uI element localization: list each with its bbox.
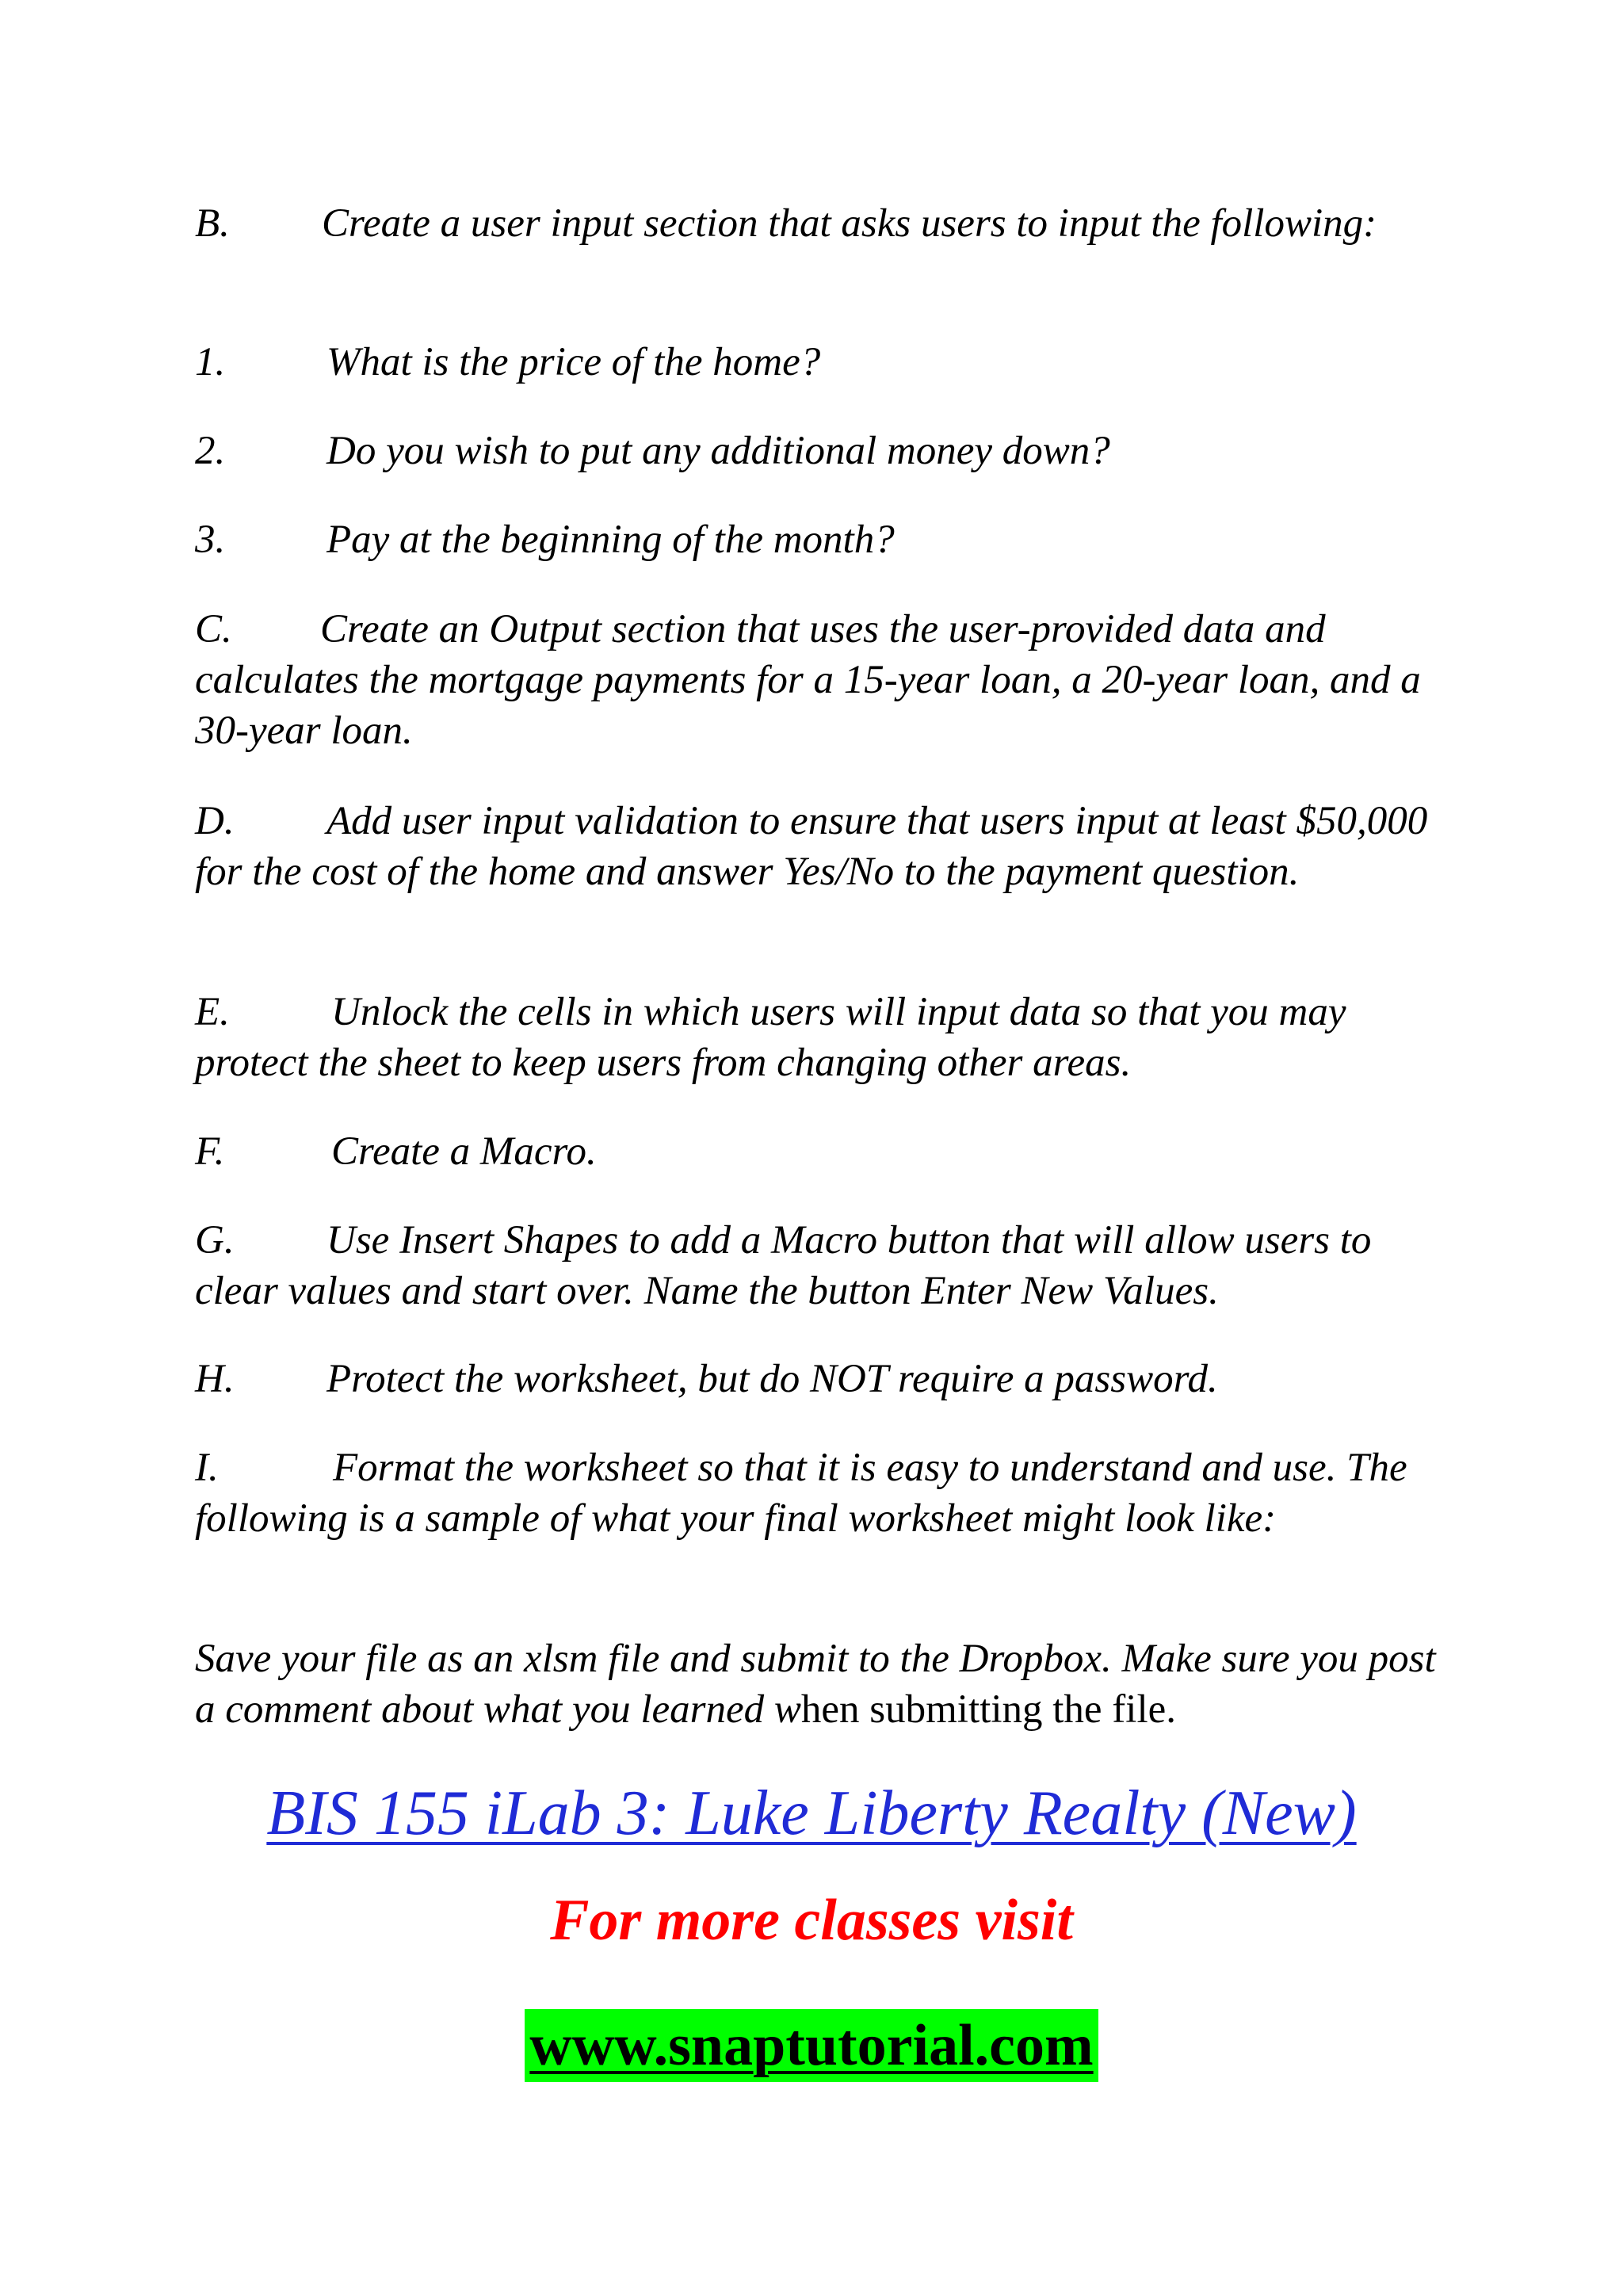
item-label: 1. bbox=[195, 340, 226, 384]
item-label: 3. bbox=[195, 518, 226, 562]
item-b bbox=[195, 198, 1463, 249]
item-label: E. bbox=[195, 990, 230, 1034]
item-label: H. bbox=[195, 1357, 235, 1401]
item-d bbox=[195, 796, 1463, 897]
course-link-title[interactable]: BIS 155 iLab 3: Luke Liberty Realty (New) bbox=[266, 1778, 1357, 1848]
item-text: Create a Macro. bbox=[331, 1129, 597, 1174]
item-label: F. bbox=[195, 1129, 225, 1174]
website-wrapper bbox=[0, 2009, 1623, 2082]
item-label: B. bbox=[195, 201, 230, 246]
item-label: I. bbox=[195, 1446, 219, 1490]
item-text: Use Insert Shapes to add a Macro button that will allow users to clear values and start over. Name the button Enter New Values. bbox=[195, 1218, 1372, 1313]
item-label: C. bbox=[195, 607, 232, 651]
item-text: Pay at the beginning of the month? bbox=[327, 518, 895, 562]
item-label: D. bbox=[195, 799, 235, 843]
item-text: Format the worksheet so that it is easy to understand and use. The following is a sample of what your final worksheet might look like: bbox=[195, 1446, 1407, 1541]
closing-italic-text: Save your file as an xlsm file and submit to the Dropbox. Make sure you post a comment about what you learned w bbox=[195, 1637, 1436, 1732]
item-label: G. bbox=[195, 1218, 235, 1263]
item-i bbox=[195, 1442, 1463, 1544]
website-link[interactable]: www.snaptutorial.com bbox=[525, 2009, 1098, 2082]
closing-paragraph bbox=[195, 1633, 1463, 1735]
item-text: Create an Output section that uses the user-provided data and calculates the mortgage payments for a 15-year loan, a 20-year loan, and a 30-year loan. bbox=[195, 607, 1421, 753]
item-e bbox=[195, 987, 1463, 1088]
closing-upright-text: hen submitting the file. bbox=[800, 1687, 1177, 1732]
item-3 bbox=[195, 514, 1463, 565]
item-1 bbox=[195, 337, 1463, 388]
item-text: Protect the worksheet, but do NOT require a password. bbox=[327, 1357, 1218, 1401]
item-text: What is the price of the home? bbox=[327, 340, 821, 384]
item-g bbox=[195, 1215, 1463, 1316]
item-text: Add user input validation to ensure that users input at least $50,000 for the cost of the home and answer Yes/No to the payment question. bbox=[195, 799, 1428, 894]
item-text: Create a user input section that asks users to input the following: bbox=[322, 201, 1377, 246]
item-label: 2. bbox=[195, 429, 226, 473]
item-c bbox=[195, 604, 1463, 756]
item-text: Do you wish to put any additional money down? bbox=[327, 429, 1110, 473]
item-text: Unlock the cells in which users will input data so that you may protect the sheet to keep users from changing other areas. bbox=[195, 990, 1346, 1085]
item-2 bbox=[195, 426, 1463, 476]
item-h bbox=[195, 1354, 1463, 1404]
item-f bbox=[195, 1126, 1463, 1177]
more-classes-heading: For more classes visit bbox=[550, 1888, 1073, 1953]
